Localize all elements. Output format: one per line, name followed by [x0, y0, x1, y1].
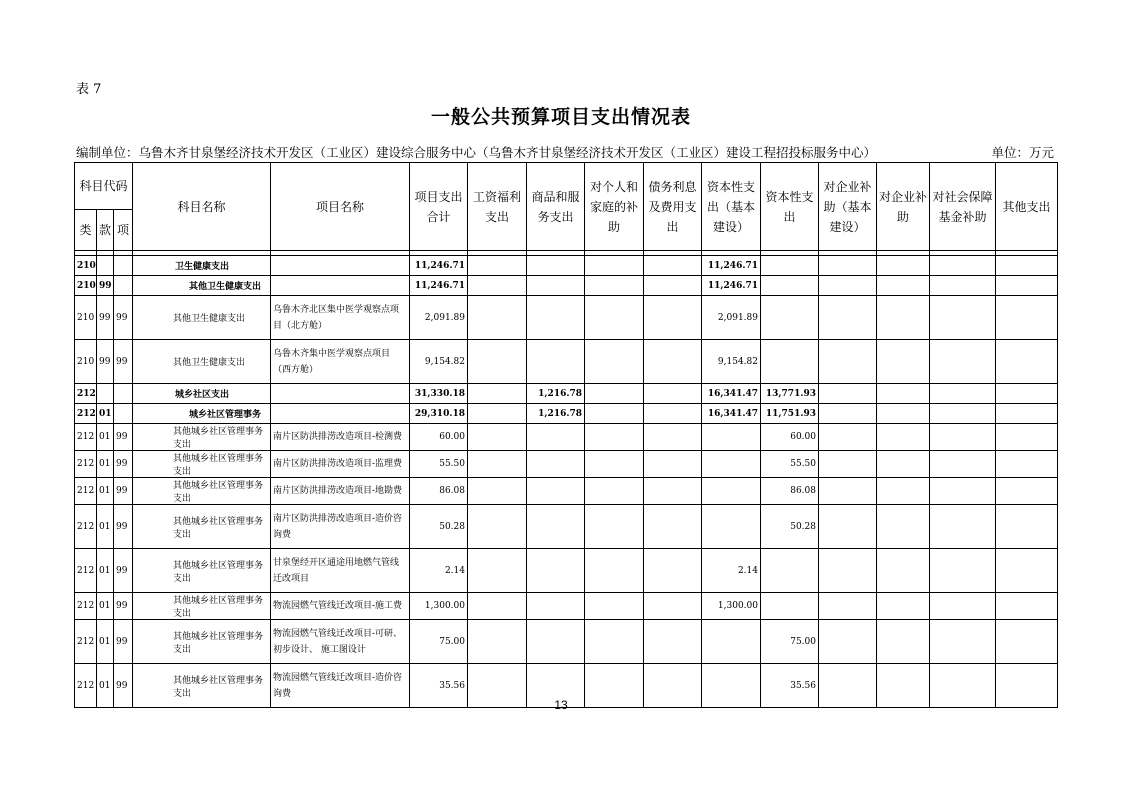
cell-capital: 13,771.93	[761, 384, 819, 404]
header-total: 项目支出合计	[410, 163, 468, 251]
cell-enterprise	[877, 505, 930, 549]
cell-social	[930, 256, 996, 276]
cell-enterprise-basic	[819, 593, 877, 620]
cell-kuan: 01	[97, 451, 114, 478]
budget-table	[74, 162, 1058, 708]
cell-enterprise	[877, 256, 930, 276]
cell-capital-basic: 11,246.71	[702, 276, 761, 296]
cell-personal	[585, 505, 644, 549]
cell-project	[271, 404, 410, 424]
cell-enterprise	[877, 478, 930, 505]
cell-enterprise-basic	[819, 549, 877, 593]
cell-other	[996, 256, 1058, 276]
cell-social	[930, 384, 996, 404]
header-lei: 类	[75, 210, 97, 251]
cell-project: 乌鲁木齐集中医学观察点项目（西方舱）	[271, 340, 410, 384]
cell-xiang: 99	[114, 296, 133, 340]
cell-other	[996, 340, 1058, 384]
cell-goods: 1,216.78	[527, 404, 585, 424]
cell-capital: 86.08	[761, 478, 819, 505]
cell-lei: 212	[75, 424, 97, 451]
cell-personal	[585, 593, 644, 620]
table-number: 表 7	[76, 82, 102, 97]
cell-other	[996, 451, 1058, 478]
cell-enterprise-basic	[819, 384, 877, 404]
cell-lei: 212	[75, 478, 97, 505]
cell-other	[996, 593, 1058, 620]
cell-other	[996, 384, 1058, 404]
cell-wages	[468, 478, 527, 505]
header-enterprise-basic: 对企业补助（基本建设）	[819, 163, 877, 251]
cell-capital-basic: 16,341.47	[702, 404, 761, 424]
cell-enterprise	[877, 276, 930, 296]
cell-other	[996, 404, 1058, 424]
cell-debt	[644, 505, 702, 549]
cell-debt	[644, 593, 702, 620]
cell-total: 11,246.71	[410, 276, 468, 296]
cell-capital	[761, 256, 819, 276]
cell-personal	[585, 620, 644, 664]
cell-name: 其他城乡社区管理事务支出	[133, 505, 271, 549]
cell-enterprise	[877, 593, 930, 620]
cell-kuan: 01	[97, 478, 114, 505]
cell-lei: 212	[75, 505, 97, 549]
cell-enterprise-basic	[819, 276, 877, 296]
cell-debt	[644, 549, 702, 593]
cell-project	[271, 256, 410, 276]
cell-xiang	[114, 404, 133, 424]
cell-lei: 212	[75, 620, 97, 664]
table-row	[75, 256, 1058, 276]
cell-wages	[468, 620, 527, 664]
cell-debt	[644, 404, 702, 424]
cell-project: 南片区防洪排涝改造项目-监理费	[271, 451, 410, 478]
cell-total: 50.28	[410, 505, 468, 549]
header-subject-name: 科目名称	[133, 163, 271, 251]
cell-total: 31,330.18	[410, 384, 468, 404]
cell-personal	[585, 451, 644, 478]
cell-kuan: 99	[97, 340, 114, 384]
cell-other	[996, 276, 1058, 296]
cell-enterprise-basic	[819, 340, 877, 384]
cell-enterprise-basic	[819, 505, 877, 549]
cell-project	[271, 384, 410, 404]
cell-name: 其他卫生健康支出	[133, 296, 271, 340]
cell-personal	[585, 404, 644, 424]
cell-name: 城乡社区支出	[133, 384, 271, 404]
cell-personal	[585, 340, 644, 384]
cell-personal	[585, 256, 644, 276]
cell-capital-basic: 11,246.71	[702, 256, 761, 276]
cell-project: 甘泉堡经开区通途用地燃气管线迁改项目	[271, 549, 410, 593]
cell-name: 其他城乡社区管理事务支出	[133, 620, 271, 664]
cell-name: 卫生健康支出	[133, 256, 271, 276]
cell-personal	[585, 478, 644, 505]
cell-social	[930, 620, 996, 664]
cell-name: 其他城乡社区管理事务支出	[133, 478, 271, 505]
header-kuan: 款	[97, 210, 114, 251]
table-row	[75, 620, 1058, 664]
cell-xiang	[114, 256, 133, 276]
cell-personal	[585, 424, 644, 451]
cell-goods	[527, 424, 585, 451]
cell-enterprise	[877, 451, 930, 478]
cell-lei: 212	[75, 593, 97, 620]
cell-lei: 212	[75, 404, 97, 424]
cell-project: 乌鲁木齐北区集中医学观察点项目（北方舱）	[271, 296, 410, 340]
cell-name: 其他城乡社区管理事务支出	[133, 451, 271, 478]
cell-capital	[761, 340, 819, 384]
cell-kuan: 01	[97, 549, 114, 593]
cell-other	[996, 424, 1058, 451]
cell-social	[930, 296, 996, 340]
cell-enterprise	[877, 424, 930, 451]
cell-social	[930, 340, 996, 384]
cell-other	[996, 549, 1058, 593]
header-xiang: 项	[114, 210, 133, 251]
cell-other	[996, 296, 1058, 340]
cell-goods	[527, 478, 585, 505]
cell-lei: 210	[75, 296, 97, 340]
cell-lei: 210	[75, 276, 97, 296]
header-enterprise: 对企业补助	[877, 163, 930, 251]
cell-xiang: 99	[114, 478, 133, 505]
cell-project: 南片区防洪排涝改造项目-检测费	[271, 424, 410, 451]
table-row	[75, 384, 1058, 404]
cell-total: 86.08	[410, 478, 468, 505]
cell-capital: 35.56	[761, 664, 819, 708]
cell-lei: 212	[75, 664, 97, 708]
cell-debt	[644, 340, 702, 384]
cell-kuan: 01	[97, 593, 114, 620]
cell-total: 29,310.18	[410, 404, 468, 424]
cell-total: 75.00	[410, 620, 468, 664]
cell-name: 其他城乡社区管理事务支出	[133, 549, 271, 593]
cell-total: 9,154.82	[410, 340, 468, 384]
cell-goods	[527, 451, 585, 478]
header-debt: 债务利息及费用支出	[644, 163, 702, 251]
cell-total: 11,246.71	[410, 256, 468, 276]
cell-goods	[527, 256, 585, 276]
header-goods: 商品和服务支出	[527, 163, 585, 251]
cell-kuan: 01	[97, 620, 114, 664]
cell-kuan: 01	[97, 505, 114, 549]
cell-project: 物流园燃气管线迁改项目-施工费	[271, 593, 410, 620]
cell-wages	[468, 384, 527, 404]
cell-lei: 210	[75, 256, 97, 276]
cell-lei: 212	[75, 384, 97, 404]
cell-enterprise-basic	[819, 424, 877, 451]
cell-wages	[468, 256, 527, 276]
cell-xiang	[114, 276, 133, 296]
cell-capital-basic: 1,300.00	[702, 593, 761, 620]
page-title: 一般公共预算项目支出情况表	[430, 106, 691, 128]
cell-total: 1,300.00	[410, 593, 468, 620]
cell-capital	[761, 296, 819, 340]
cell-kuan: 01	[97, 424, 114, 451]
cell-kuan: 99	[97, 276, 114, 296]
cell-project: 物流园燃气管线迁改项目-可研、初步设计、 施工图设计	[271, 620, 410, 664]
cell-capital-basic: 9,154.82	[702, 340, 761, 384]
cell-other	[996, 620, 1058, 664]
cell-total: 2.14	[410, 549, 468, 593]
cell-wages	[468, 340, 527, 384]
table-row	[75, 296, 1058, 340]
cell-goods	[527, 505, 585, 549]
cell-wages	[468, 424, 527, 451]
cell-xiang: 99	[114, 340, 133, 384]
cell-debt	[644, 384, 702, 404]
cell-personal	[585, 384, 644, 404]
cell-social	[930, 404, 996, 424]
cell-social	[930, 478, 996, 505]
cell-goods	[527, 296, 585, 340]
cell-capital	[761, 549, 819, 593]
header-wages: 工资福利支出	[468, 163, 527, 251]
header-personal: 对个人和家庭的补助	[585, 163, 644, 251]
table-row	[75, 505, 1058, 549]
cell-debt	[644, 296, 702, 340]
cell-capital	[761, 276, 819, 296]
cell-social	[930, 593, 996, 620]
cell-capital: 50.28	[761, 505, 819, 549]
cell-total: 35.56	[410, 664, 468, 708]
cell-total: 55.50	[410, 451, 468, 478]
cell-capital-basic	[702, 478, 761, 505]
cell-name: 城乡社区管理事务	[133, 404, 271, 424]
cell-capital-basic: 16,341.47	[702, 384, 761, 404]
cell-capital-basic: 2,091.89	[702, 296, 761, 340]
cell-personal	[585, 296, 644, 340]
header-other: 其他支出	[996, 163, 1058, 251]
cell-enterprise-basic	[819, 620, 877, 664]
cell-capital-basic	[702, 620, 761, 664]
cell-wages	[468, 296, 527, 340]
cell-enterprise-basic	[819, 451, 877, 478]
cell-capital-basic	[702, 424, 761, 451]
cell-debt	[644, 276, 702, 296]
cell-xiang: 99	[114, 451, 133, 478]
cell-other	[996, 505, 1058, 549]
cell-xiang	[114, 384, 133, 404]
cell-project: 南片区防洪排涝改造项目-造价咨询费	[271, 505, 410, 549]
cell-wages	[468, 451, 527, 478]
cell-name: 其他城乡社区管理事务支出	[133, 424, 271, 451]
cell-xiang: 99	[114, 549, 133, 593]
header-project-name: 项目名称	[271, 163, 410, 251]
cell-capital-basic	[702, 451, 761, 478]
cell-personal	[585, 276, 644, 296]
table-row	[75, 593, 1058, 620]
cell-social	[930, 424, 996, 451]
table-row	[75, 276, 1058, 296]
cell-wages	[468, 593, 527, 620]
cell-enterprise-basic	[819, 478, 877, 505]
cell-debt	[644, 451, 702, 478]
cell-debt	[644, 620, 702, 664]
cell-debt	[644, 256, 702, 276]
cell-name: 其他城乡社区管理事务支出	[133, 664, 271, 708]
header-capital: 资本性支出	[761, 163, 819, 251]
cell-enterprise	[877, 404, 930, 424]
cell-enterprise-basic	[819, 404, 877, 424]
cell-debt	[644, 478, 702, 505]
cell-personal	[585, 549, 644, 593]
cell-capital-basic: 2.14	[702, 549, 761, 593]
cell-kuan	[97, 256, 114, 276]
cell-wages	[468, 505, 527, 549]
money-unit: 单位：万元	[991, 145, 1054, 160]
cell-social	[930, 549, 996, 593]
cell-lei: 212	[75, 451, 97, 478]
cell-capital: 55.50	[761, 451, 819, 478]
cell-enterprise	[877, 384, 930, 404]
cell-wages	[468, 404, 527, 424]
cell-social	[930, 451, 996, 478]
cell-goods	[527, 549, 585, 593]
cell-debt	[644, 424, 702, 451]
cell-xiang: 99	[114, 505, 133, 549]
cell-kuan: 99	[97, 296, 114, 340]
cell-capital: 75.00	[761, 620, 819, 664]
cell-xiang: 99	[114, 664, 133, 708]
cell-enterprise	[877, 296, 930, 340]
cell-goods: 1,216.78	[527, 384, 585, 404]
compiling-unit: 编制单位：乌鲁木齐甘泉堡经济技术开发区（工业区）建设综合服务中心（乌鲁木齐甘泉堡经济技术开发区（工业区）建设工程招投标服务中心）	[76, 145, 877, 160]
cell-wages	[468, 549, 527, 593]
cell-capital-basic	[702, 505, 761, 549]
table-row	[75, 404, 1058, 424]
table-row	[75, 424, 1058, 451]
header-capital-basic: 资本性支出（基本建设）	[702, 163, 761, 251]
cell-project: 南片区防洪排涝改造项目-地勘费	[271, 478, 410, 505]
cell-xiang: 99	[114, 424, 133, 451]
header-code-group: 科目代码	[75, 163, 133, 210]
cell-total: 2,091.89	[410, 296, 468, 340]
cell-capital: 11,751.93	[761, 404, 819, 424]
cell-lei: 212	[75, 549, 97, 593]
cell-kuan	[97, 384, 114, 404]
cell-kuan: 01	[97, 404, 114, 424]
cell-kuan: 01	[97, 664, 114, 708]
cell-total: 60.00	[410, 424, 468, 451]
cell-enterprise	[877, 549, 930, 593]
cell-goods	[527, 340, 585, 384]
cell-xiang: 99	[114, 593, 133, 620]
cell-social	[930, 276, 996, 296]
cell-wages	[468, 276, 527, 296]
cell-project	[271, 276, 410, 296]
cell-enterprise	[877, 340, 930, 384]
cell-goods	[527, 620, 585, 664]
cell-xiang: 99	[114, 620, 133, 664]
cell-enterprise-basic	[819, 256, 877, 276]
table-row	[75, 451, 1058, 478]
cell-goods	[527, 593, 585, 620]
cell-name: 其他城乡社区管理事务支出	[133, 593, 271, 620]
cell-capital	[761, 593, 819, 620]
cell-social	[930, 505, 996, 549]
table-row	[75, 340, 1058, 384]
cell-other	[996, 478, 1058, 505]
cell-name: 其他卫生健康支出	[133, 276, 271, 296]
cell-enterprise-basic	[819, 296, 877, 340]
table-row	[75, 549, 1058, 593]
table-row	[75, 478, 1058, 505]
cell-lei: 210	[75, 340, 97, 384]
page-number: 13	[554, 698, 568, 712]
cell-enterprise	[877, 620, 930, 664]
header-social: 对社会保障基金补助	[930, 163, 996, 251]
cell-name: 其他卫生健康支出	[133, 340, 271, 384]
cell-goods	[527, 276, 585, 296]
cell-capital: 60.00	[761, 424, 819, 451]
cell-project: 物流园燃气管线迁改项目-造价咨询费	[271, 664, 410, 708]
